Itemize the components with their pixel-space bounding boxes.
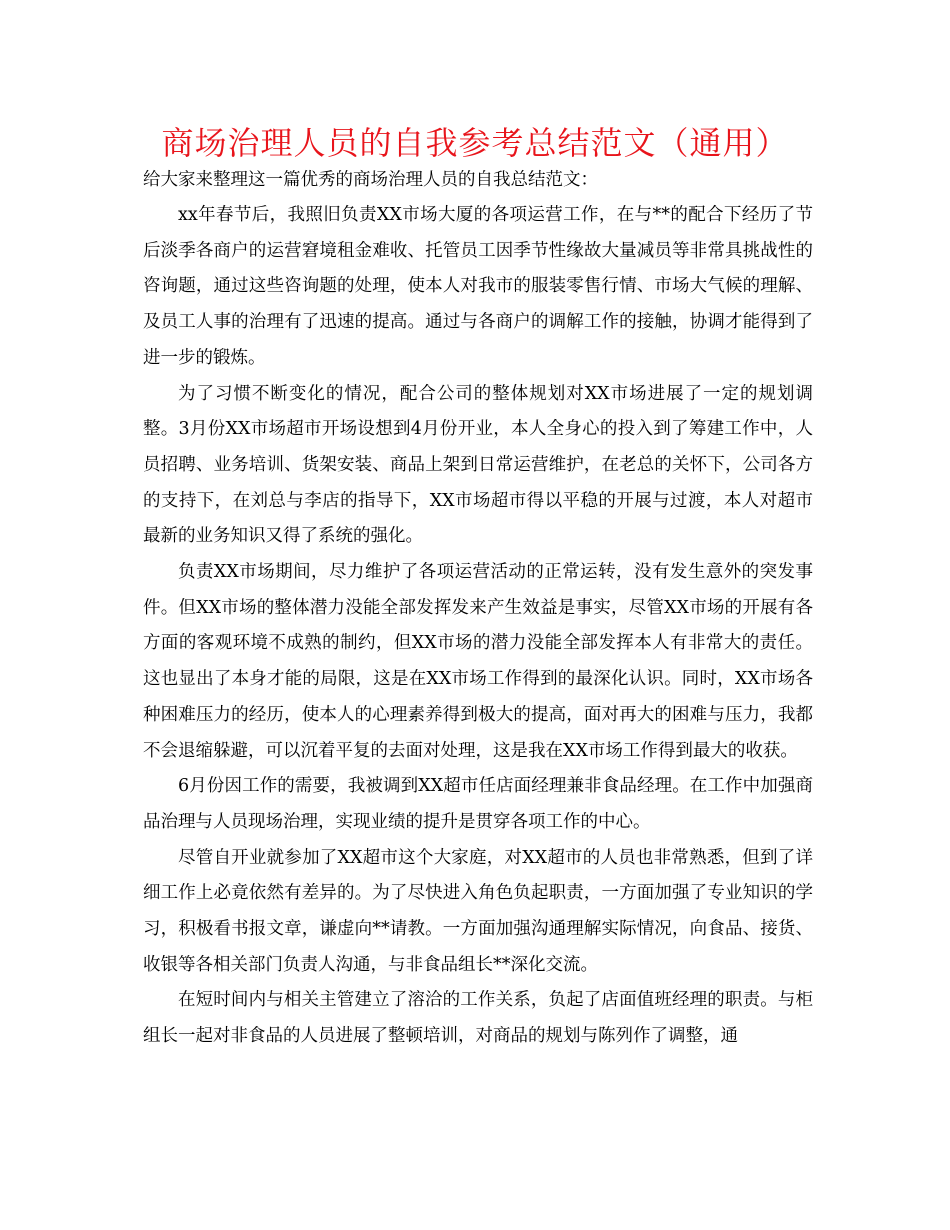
intro-line: 给大家来整理这一篇优秀的商场治理人员的自我总结范文：: [143, 170, 598, 190]
paragraph: 为了习惯不断变化的情况，配合公司的整体规划对XX市场进展了一定的规划调整。3月份XX市场超市开场设想到4月份开业，本人全身心的投入到了筹建工作中，人员招聘、业务培训、货架安装、商品上架到日常运营维护，在老总的关怀下，公司各方的支持下，在刘总与李店的指导下，XX市场超市得以平稳的开展与过渡，本人对超市最新的业务知识又得了系统的强化。: [143, 383, 813, 547]
paragraph: 尽管自开业就参加了XX超市这个大家庭，对XX超市的人员也非常熟悉，但到了详细工作上必竟依然有差异的。为了尽快进入角色负起职责，一方面加强了专业知识的学习，积极看书报文章，谦虚向**请教。一方面加强沟通理解实际情况，向食品、接货、收银等各相关部门负责人沟通，与非食品组长**深化交流。: [143, 847, 813, 975]
document-body: [143, 162, 813, 1055]
document-title: 商场治理人员的自我参考总结范文（通用）: [161, 124, 789, 162]
paragraph: 6月份因工作的需要，我被调到XX超市任店面经理兼非食品经理。在工作中加强商品治理与人员现场治理，实现业绩的提升是贯穿各项工作的中心。: [143, 776, 813, 832]
paragraph: 在短时间内与相关主管建立了溶洽的工作关系，负起了店面值班经理的职责。与柜组长一起对非食品的人员进展了整顿培训，对商品的规划与陈列作了调整，通: [143, 990, 813, 1047]
paragraph: xx年春节后，我照旧负责XX市场大厦的各项运营工作，在与**的配合下经历了节后淡季各商户的运营窘境租金难收、托管员工因季节性缘故大量减员等非常具挑战性的咨询题，通过这些咨询题的处理，使本人对我市的服装零售行情、市场大气候的理解、及员工人事的治理有了迅速的提高。通过与各商户的调解工作的接触，协调才能得到了进一步的锻炼。: [143, 205, 813, 368]
paragraph: 负责XX市场期间，尽力维护了各项运营活动的正常运转，没有发生意外的突发事件。但XX市场的整体潜力没能全部发挥发来产生效益是事实，尽管XX市场的开展有各方面的客观环境不成熟的制约，但XX市场的潜力没能全部发挥本人有非常大的责任。这也显出了本身才能的局限，这是在XX市场工作得到的最深化认识。同时，XX市场各种困难压力的经历，使本人的心理素养得到极大的提高，面对再大的困难与压力，我都不会退缩躲避，可以沉着平复的去面对处理，这是我在XX市场工作得到最大的收获。: [143, 562, 813, 761]
